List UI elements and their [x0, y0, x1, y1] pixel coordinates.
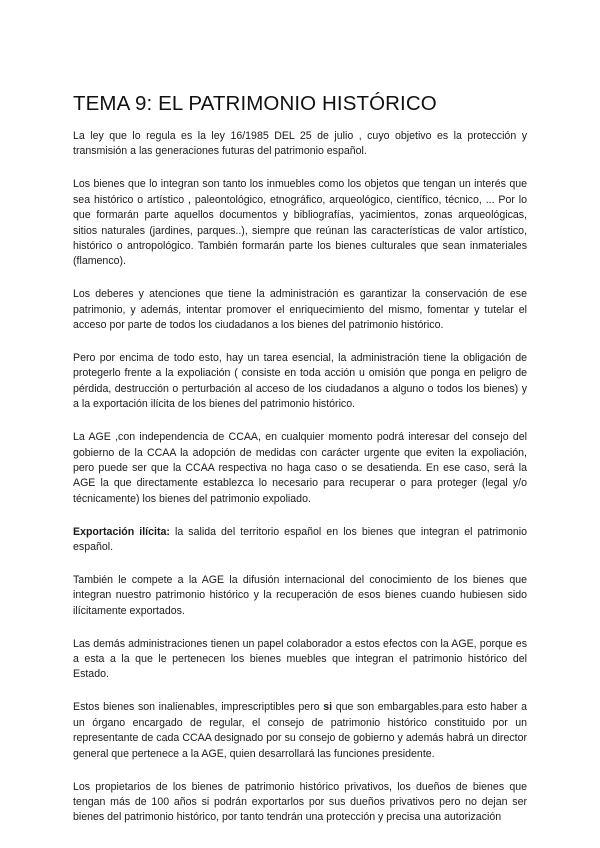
inalienable-text-end: que son embargables.para esto haber a un órgano encargado de regular, el consejo de patrimonio histórico constituido por un representante de cada CCAA designado por su consejo de gobierno y además habrá un director general que pertenece a la AGE, quien desarrollará las funciones presidente. — [73, 701, 527, 760]
document-body — [73, 92, 527, 843]
illicit-export-definition: la salida del territorio español en los bienes que integran el patrimonio español. — [73, 525, 527, 554]
inalienable-text-start: Estos bienes son inalienables, imprescriptibles pero — [73, 701, 324, 714]
paragraph-inalienable — [73, 700, 527, 762]
paragraph-diffusion: También le compete a la AGE la difusión internacional del conocimiento de los bienes que integran nuestro patrimonio histórico y la recuperación de esos bienes cuando hubiesen sido ilícitamente exportados. — [73, 573, 527, 617]
paragraph-collaboration: Las demás administraciones tienen un papel colaborador a estos efectos con la AGE, porque es a esta a la que le pertenecen los bienes muebles que integran el patrimonio histórico del Estado. — [73, 637, 527, 681]
illicit-export-term: Exportación ilícita: — [73, 525, 170, 538]
page-title: TEMA 9: EL PATRIMONIO HISTÓRICO — [73, 92, 437, 115]
paragraph-private-owners: Los propietarios de los bienes de patrimonio histórico privativos, los dueños de bienes que tengan más de 100 años si podrán exportarlos por sus dueños privativos pero no dejan ser bienes del patrimonio histórico, por tanto tendrán una protección y precisa una autorización — [73, 780, 527, 824]
inalienable-bold-word: si — [323, 701, 333, 714]
paragraph-law: La ley que lo regula es la ley 16/1985 DEL 25 de julio , cuyo objetivo es la protección y transmisión a las generaciones futuras del patrimonio español. — [73, 130, 527, 158]
paragraph-goods: Los bienes que lo integran son tanto los inmuebles como los objetos que tengan un interés que sea histórico o artístico , paleontológico, etnográfico, arqueológico, científico, técnico, ... Por lo que formarán parte aquellos documentos y bibliografías, yacimientos, zonas arqueológicas, sitios naturales (jardines, parques..), siempre que reúnan las características de valor artístico, histórico o antropológico. También formarán parte los bienes culturales que sean inmateriales (flamenco). — [73, 178, 527, 268]
paragraph-expoliation: Pero por encima de todo esto, hay un tarea esencial, la administración tiene la obligación de protegerlo frente a la expoliación ( consiste en toda acción u omisión que ponga en peligro de pérdida, destrucción o perturbación al acceso de los ciudadanos a alguno o todos los bienes) y a la exportación ilícita de los bienes del patrimonio histórico. — [73, 351, 527, 411]
paragraph-duties: Los deberes y atenciones que tiene la administración es garantizar la conservación de ese patrimonio, y además, intentar promover el enriquecimiento del mismo, fomentar y tutelar el acceso por parte de todos los ciudadanos a los bienes del patrimonio histórico. — [73, 288, 527, 332]
paragraph-illicit-export — [73, 525, 527, 556]
paragraph-age: La AGE ,con independencia de CCAA, en cualquier momento podrá interesar del consejo del gobierno de la CCAA la adopción de medidas con carácter urgente que eviten la expoliación, pero puede ser que la CCAA respectiva no haga caso o se desatienda. En ese caso, será la AGE la que directamente establezca lo necesario para recuperar o para proteger (legal y/o técnicamente) los bienes del patrimonio expoliado. — [73, 431, 527, 505]
